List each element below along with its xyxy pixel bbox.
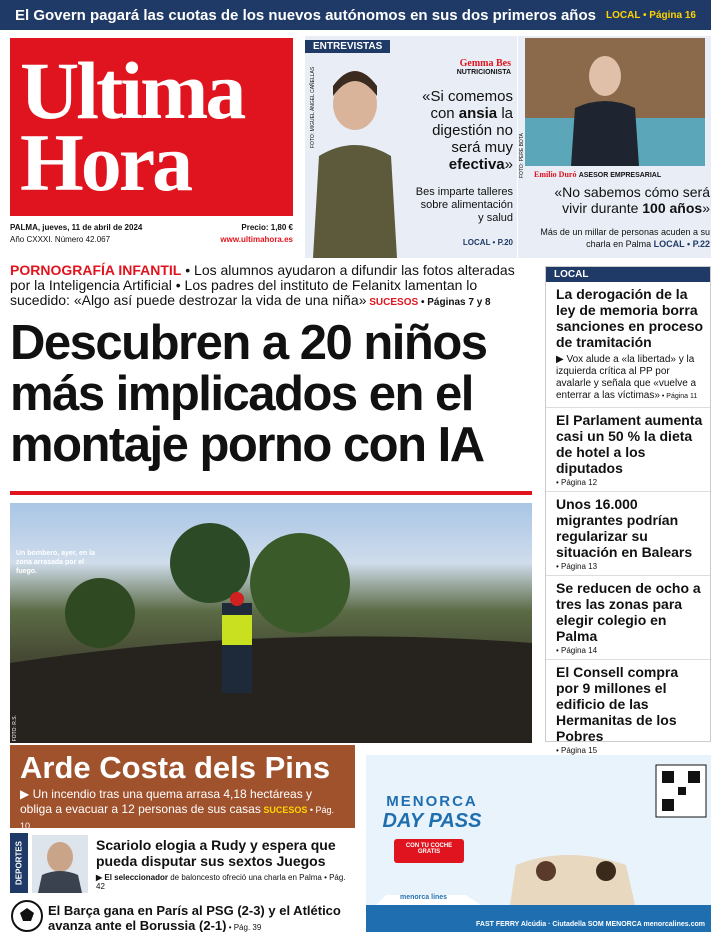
ad-product: DAY PASS — [382, 810, 482, 832]
list-item[interactable]: El Parlament aumenta casi un 50 % la dieta de hotel a los diputados • Página 12 — [546, 408, 710, 492]
ad-ship-name: menorca lines — [400, 894, 448, 901]
logo-line-2: Hora — [20, 117, 191, 208]
interviews-tag: ENTREVISTAS — [305, 40, 390, 53]
site-url[interactable]: www.ultimahora.es — [220, 235, 293, 244]
ad-badge: CON TU COCHE GRATIS — [394, 839, 464, 863]
interview-gemma-bes[interactable] — [305, 36, 517, 258]
logo-line-1: Ultima — [20, 44, 244, 136]
portrait-illustration — [309, 56, 401, 258]
fire-photo[interactable] — [10, 503, 532, 743]
ticker-text: El Govern pagará las cuotas de los nuevos autónomos en sus dos primeros años — [14, 6, 596, 24]
edition-number: Año CXXXI. Número 42.067 — [10, 235, 111, 244]
fire-story[interactable] — [10, 745, 355, 831]
lead-paragraph: PORNOGRAFÍA INFANTIL • Los alumnos ayudaron a difundir las fotos alteradas por la Inteligencia Artificial • Los padres del instituto de Felanitx lamentan lo sucedido: «Algo así puede destrozar la vida de una niña» SUCESOS • Páginas 7 y 8 — [10, 262, 515, 308]
fire-title: Arde Costa dels Pins — [20, 750, 331, 785]
scariolo-portrait — [32, 835, 88, 893]
photo-credit-3: FOTO: R.S. — [12, 715, 18, 742]
subhead-1: Bes imparte talleres sobre alimentación y salud — [415, 186, 513, 224]
deportes-tag: DEPORTES — [10, 833, 28, 893]
lead-kicker: PORNOGRAFÍA INFANTIL — [10, 262, 182, 278]
portrait-illustration-2 — [525, 38, 705, 166]
page-ref-1[interactable]: LOCAL • P.20 — [462, 238, 513, 247]
photo-credit-1: FOTO: MIGUEL ÁNGEL CAÑELLAS — [310, 66, 316, 148]
city-date: PALMA, jueves, 11 de abril de 2024 — [10, 223, 143, 232]
sidebar-local — [545, 266, 711, 755]
interviewee-role-1: NUTRICIONISTA — [456, 69, 511, 76]
interviewee-role-2: ASESOR EMPRESARIAL — [578, 172, 662, 179]
ticker-section: LOCAL • Página 16 — [605, 9, 696, 21]
sports-section — [10, 833, 355, 932]
list-item[interactable]: Se reducen de ocho a tres las zonas para elegir colegio en Palma • Página 14 — [546, 576, 710, 660]
ad-illustration — [366, 755, 711, 932]
list-item[interactable]: El Consell compra por 9 millones el edificio de las Hermanitas de los Pobres • Página 15 — [546, 660, 710, 760]
ad-brand: MENORCA — [386, 793, 478, 810]
list-item[interactable]: La derogación de la ley de memoria borra sanciones en proceso de tramitación ▶ Vox alude a «la libertad» y la izquierda crítica al PP por avalarle y señala que «vuelve a enterrar a las víctimas» • Página 11 — [546, 282, 710, 408]
sports-item-2[interactable]: El Barça gana en París al PSG (2-3) y el Atlético avanza ante el Borussia (2-1) • Pág. 39 — [48, 903, 341, 932]
interviewee-name-2: Emilio Duró — [534, 170, 577, 179]
interviewee-name-1: Gemma Bes — [459, 58, 511, 69]
sidebar-header: LOCAL — [546, 267, 710, 282]
quote-2: «No sabemos cómo será vivir durante 100 años» — [554, 184, 710, 216]
quote-1: «Si comemos con ansia la digestión no será muy efectiva» — [422, 88, 513, 173]
photo-credit-2: FOTO: PERE BOTA — [519, 133, 525, 178]
interview-emilio-duro[interactable] — [518, 36, 711, 258]
main-headline[interactable]: Descubren a 20 niños más implicados en el montaje porno con IA — [10, 316, 487, 472]
ad-footer: FAST FERRY Alcúdia · Ciutadella SOM MENORCA menorcalines.com — [476, 921, 705, 928]
football-icon — [10, 899, 44, 932]
subhead-2: Más de un millar de personas acuden a su charla en Palma LOCAL • P.22 — [540, 227, 710, 249]
photo-caption: Un bombero, ayer, en la zona arrasada por el fuego. — [16, 550, 95, 575]
fire-text: ▶ Un incendio tras una quema arrasa 4,18 hectáreas y obliga a evacuar a 12 personas de sus casas SUCESOS • Pág. 10 — [20, 787, 335, 831]
masthead-logo[interactable] — [10, 38, 293, 216]
top-ticker[interactable] — [0, 0, 711, 30]
fire-scene-illustration — [10, 503, 532, 743]
sports-item-1[interactable]: Scariolo elogia a Rudy y espera que pueda disputar sus sextos Juegos ▶ El seleccionador de baloncesto ofreció una charla en Palma • Pág. 42 — [96, 837, 346, 891]
price: Precio: 1,80 € — [241, 223, 293, 232]
menorca-ad[interactable] — [366, 755, 711, 932]
headline-rule — [10, 491, 532, 495]
list-item[interactable]: Unos 16.000 migrantes podrían regularizar su situación en Balears • Página 13 — [546, 492, 710, 576]
masthead-meta — [10, 222, 293, 246]
